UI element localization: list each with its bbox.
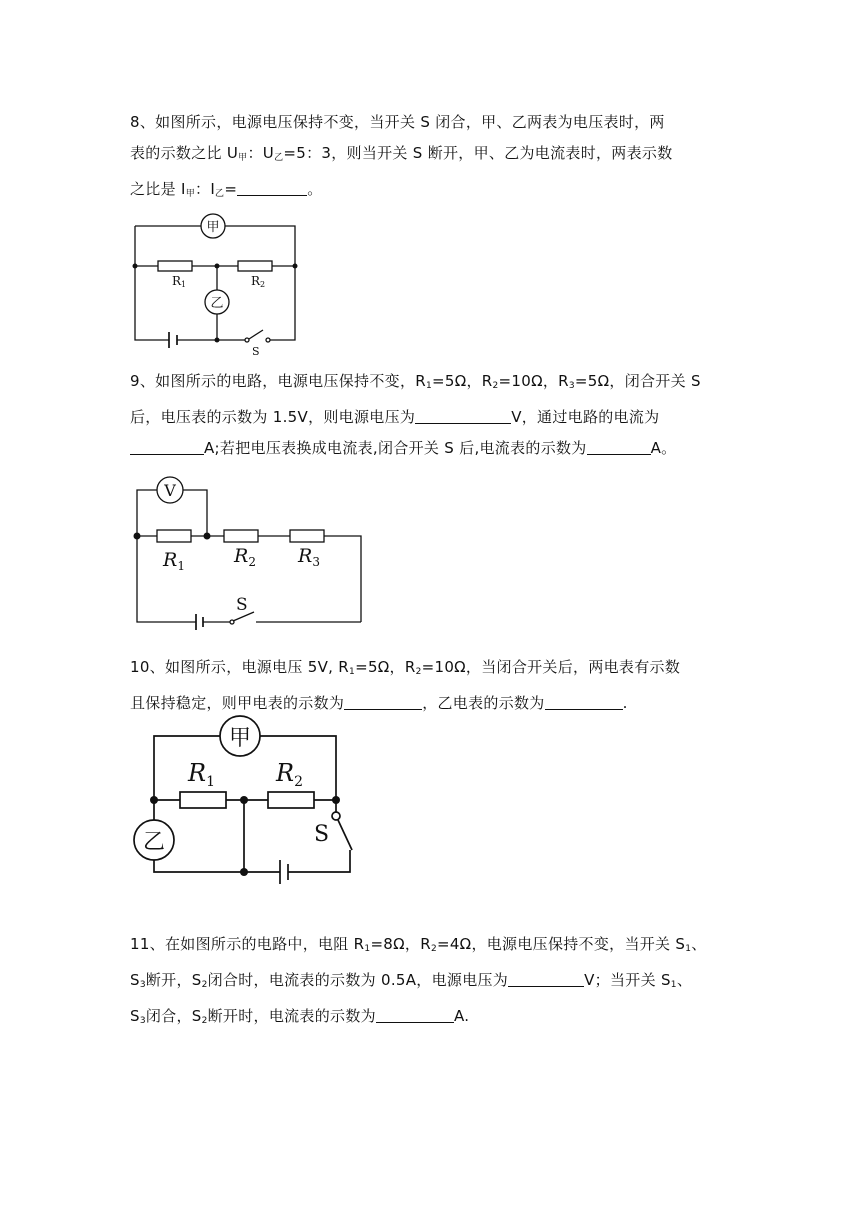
q9-node [204, 533, 211, 540]
q9-answer-blank-3[interactable] [587, 440, 651, 455]
q9-answer-blank-1[interactable] [415, 409, 511, 424]
question-9 [130, 366, 740, 464]
q9-answer-blank-2[interactable] [130, 440, 204, 455]
q8-r1-label: R1 [172, 274, 187, 289]
q11-line-2: $S_3$断开，$S_2$闭合时，电流表的示数为 0.5A，电源电压为 V；当开关 $S_1$、 [130, 971, 693, 990]
q9-circuit-diagram [130, 474, 370, 634]
q9-r1-label: $R_1$ [163, 549, 185, 573]
q10-resistor-r2 [268, 792, 314, 808]
q11-line-1: 11、在如图所示的电路中，电阻 $R_1=8\Omega$，$R_2=4\Omega$，电源电压保持不变，当开关 $S_1$、 [130, 935, 707, 954]
q10-meter-yi-label: 乙 [142, 830, 166, 855]
q9-voltmeter-label: V [164, 481, 176, 500]
q8-resistor-r2 [238, 261, 272, 271]
q8-switch-label: S [252, 345, 260, 358]
q10-switch-contact [332, 812, 340, 820]
q8-answer-blank[interactable] [237, 181, 307, 196]
q9-resistor-r1 [157, 530, 191, 542]
q9-switch-label: S [236, 595, 248, 615]
q10-circuit-diagram [130, 714, 370, 894]
q8-resistor-r1 [158, 261, 192, 271]
q11-line-3: $S_3$闭合，$S_2$断开时，电流表的示数为 A. [130, 1007, 470, 1026]
q10-line-1: 10、如图所示，电源电压 5V, $R_1=5\Omega$，$R_2=10\Omega$，当闭合开关后，两电表有示数 [130, 658, 681, 677]
q8-line-1: 8、如图所示，电源电压保持不变，当开关 S 闭合，甲、乙两表为电压表时，两 [130, 113, 665, 131]
q10-answer-blank-1[interactable] [344, 695, 422, 710]
q10-line-2: 且保持稳定，则甲电表的示数为 ，乙电表的示数为 . [130, 694, 628, 712]
q10-meter-jia-label: 甲 [228, 726, 252, 751]
q10-r1-label: $R_1$ [188, 759, 215, 790]
q8-line-3: 之比是 $I_甲$：$I_乙=$ 。 [130, 180, 323, 199]
q9-resistor-r2 [224, 530, 258, 542]
q9-line-1: 9、如图所示的电路，电源电压保持不变，$R_1=5\Omega$，$R_2=10\Omega$，$R_3=5\Omega$，闭合开关 S [130, 372, 701, 391]
q8-line-2: 表的示数之比 $U_甲$：$U_乙=5$：3，则当开关 S 断开，甲、乙为电流表时，两表示数 [130, 144, 673, 163]
q9-line-3: A;若把电压表换成电流表,闭合开关 S 后,电流表的示数为 A。 [130, 433, 740, 464]
q10-switch [338, 820, 352, 850]
question-10 [130, 652, 740, 719]
q8-switch-contact [266, 338, 270, 342]
q8-meter-yi-label: 乙 [210, 296, 224, 311]
q9-r3-label: $R_3$ [298, 545, 320, 569]
question-11 [130, 929, 740, 1037]
q8-r2-label: R2 [251, 274, 266, 289]
q8-switch [249, 330, 263, 339]
question-8 [130, 107, 740, 210]
q10-answer-blank-2[interactable] [545, 695, 623, 710]
q10-node [240, 868, 248, 876]
q9-r2-label: $R_2$ [234, 545, 256, 569]
q8-circuit-diagram [125, 212, 305, 358]
q8-meter-jia-label: 甲 [206, 220, 220, 235]
q10-r2-label: $R_2$ [276, 759, 303, 790]
q9-line-2: 后，电压表的示数为 1.5V，则电源电压为 V，通过电路的电流为 [130, 408, 660, 426]
q9-resistor-r3 [290, 530, 324, 542]
q10-resistor-r1 [180, 792, 226, 808]
q11-answer-blank-2[interactable] [376, 1008, 454, 1023]
q10-switch-label: S [314, 822, 330, 847]
q11-answer-blank-1[interactable] [508, 972, 584, 987]
q8-switch-contact [245, 338, 249, 342]
